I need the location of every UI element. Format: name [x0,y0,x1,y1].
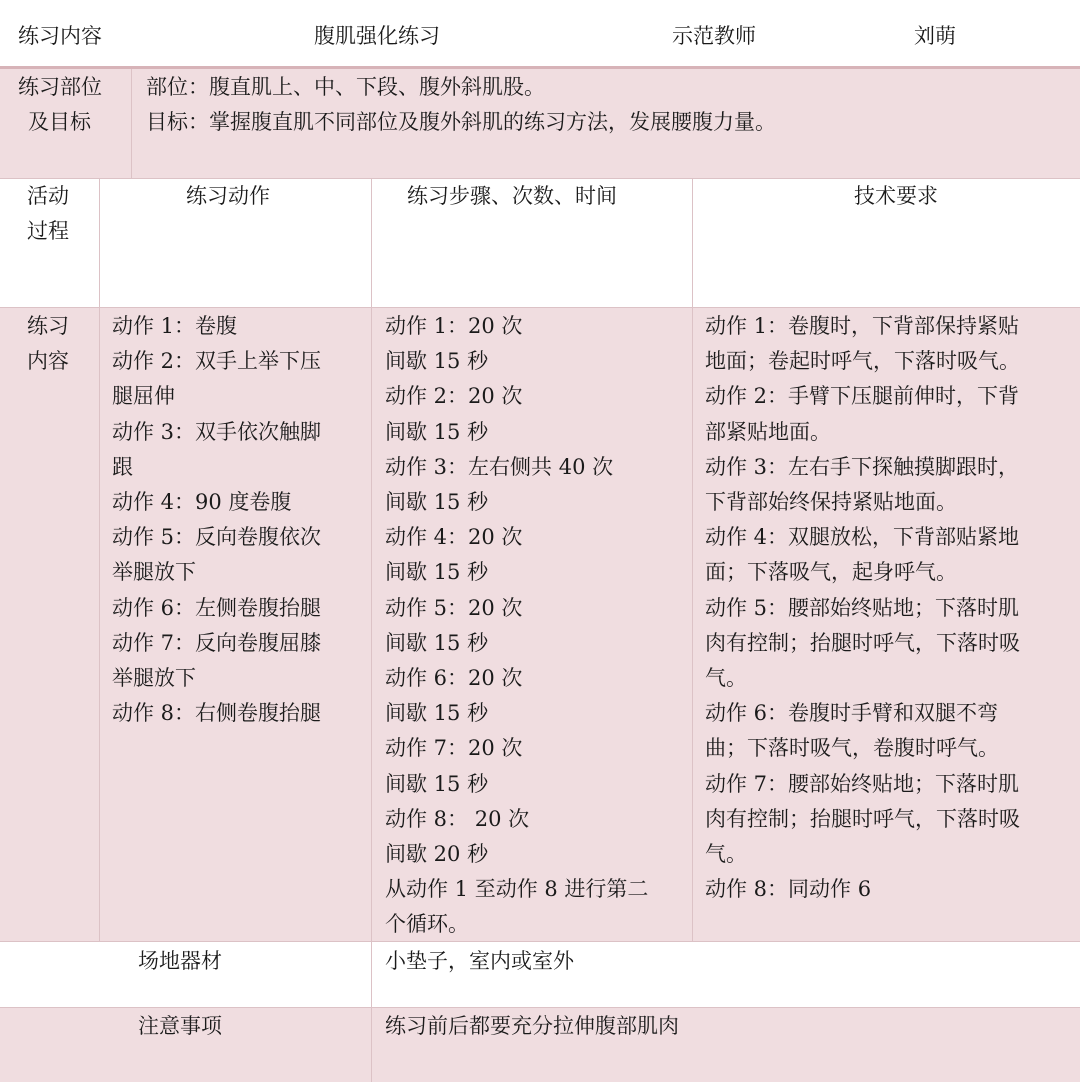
notes-value: 练习前后都要充分拉伸腹部肌肉 [385,1014,679,1038]
teacher-label: 示范教师 [672,24,756,48]
requirement-line: 动作 1：卷腹时，下背部保持紧贴 [705,314,1020,338]
column-divider [692,178,693,941]
column-divider [371,178,372,1082]
requirement-line: 气。 [705,666,747,691]
action-line: 动作 8：右侧卷腹抬腿 [112,701,322,726]
actions-list [112,309,321,731]
main-label: 练习 内容 [27,314,69,374]
step-line: 间歇 15 秒 [385,419,489,444]
step-line: 从动作 1 至动作 8 进行第二 [385,877,649,902]
step-line: 动作 4：20 次 [385,525,523,550]
action-line: 动作 5：反向卷腹依次 [112,525,322,550]
content-label: 练习内容 [18,24,102,48]
requirement-line: 动作 3：左右手下探触摸脚跟时， [705,454,1020,479]
step-line: 动作 2：20 次 [385,384,523,409]
action-line: 动作 1：卷腹 [112,314,238,338]
requirement-line: 动作 4：双腿放松，下背部贴紧地 [705,525,1020,550]
venue-label: 场地器材 [138,949,222,973]
header-row [0,0,1080,66]
column-divider [99,178,100,941]
step-line: 动作 3：左右侧共 40 次 [385,454,614,479]
action-line: 举腿放下 [112,666,196,691]
step-line: 动作 8： 20 次 [385,806,530,831]
step-line: 动作 6：20 次 [385,666,523,691]
requirement-line: 动作 8：同动作 6 [705,877,872,902]
row-divider [0,1007,1080,1008]
requirement-line: 动作 5：腰部始终贴地；下落时肌 [705,595,1020,620]
requirement-line: 动作 7：腰部始终贴地；下落时肌 [705,771,1020,796]
venue-value: 小垫子，室内或室外 [385,949,574,973]
step-line: 间歇 15 秒 [385,701,489,726]
requirement-line: 地面；卷起时呼气，下落时吸气。 [705,349,1020,374]
step-line: 间歇 15 秒 [385,490,489,515]
action-line: 举腿放下 [112,560,196,585]
goal-text [146,70,776,140]
requirement-line: 部紧贴地面。 [705,419,831,444]
action-line: 腿屈伸 [112,384,175,409]
steps-header: 练习步骤、次数、时间 [407,184,617,208]
requirement-line: 动作 2：手臂下压腿前伸时，下背 [705,384,1020,409]
notes-label: 注意事项 [138,1014,222,1038]
requirement-line: 动作 6：卷腹时手臂和双腿不弯 [705,701,999,726]
step-line: 动作 7：20 次 [385,736,523,761]
requirement-line: 曲；下落时吸气，卷腹时呼气。 [705,736,999,761]
step-line: 间歇 15 秒 [385,349,489,374]
goal-label: 练习部位 及目标 [18,75,102,135]
step-line: 个循环。 [385,912,469,937]
action-line: 动作 3：双手依次触脚 [112,419,322,444]
goal-parts: 部位：腹直肌上、中、下段、腹外斜肌股。 [146,75,545,99]
actions-header: 练习动作 [186,184,270,208]
step-line: 间歇 15 秒 [385,630,489,655]
step-line: 间歇 20 秒 [385,842,489,867]
action-line: 跟 [112,454,133,479]
row-divider [0,307,1080,308]
action-line: 动作 2：双手上举下压 [112,349,322,374]
requirement-line: 肉有控制；抬腿时呼气，下落时吸 [705,630,1020,655]
action-line: 动作 7：反向卷腹屈膝 [112,630,322,655]
requirement-line: 气。 [705,842,747,867]
step-line: 动作 5：20 次 [385,595,523,620]
requirement-line: 肉有控制；抬腿时呼气，下落时吸 [705,806,1020,831]
requirement-line: 下背部始终保持紧贴地面。 [705,490,957,515]
requirements-header: 技术要求 [854,184,938,208]
exercise-title: 腹肌强化练习 [314,24,440,48]
teacher-name: 刘萌 [914,24,956,48]
goal-target: 目标：掌握腹直肌不同部位及腹外斜肌的练习方法，发展腰腹力量。 [146,110,776,135]
step-line: 动作 1：20 次 [385,314,523,338]
action-line: 动作 6：左侧卷腹抬腿 [112,595,322,620]
action-line: 动作 4：90 度卷腹 [112,490,292,515]
requirements-list [705,309,1020,907]
process-header: 活动 过程 [27,184,69,244]
column-divider [131,69,132,178]
step-line: 间歇 15 秒 [385,560,489,585]
step-line: 间歇 15 秒 [385,771,489,796]
steps-list [385,309,648,943]
requirement-line: 面；下落吸气，起身呼气。 [705,560,957,585]
